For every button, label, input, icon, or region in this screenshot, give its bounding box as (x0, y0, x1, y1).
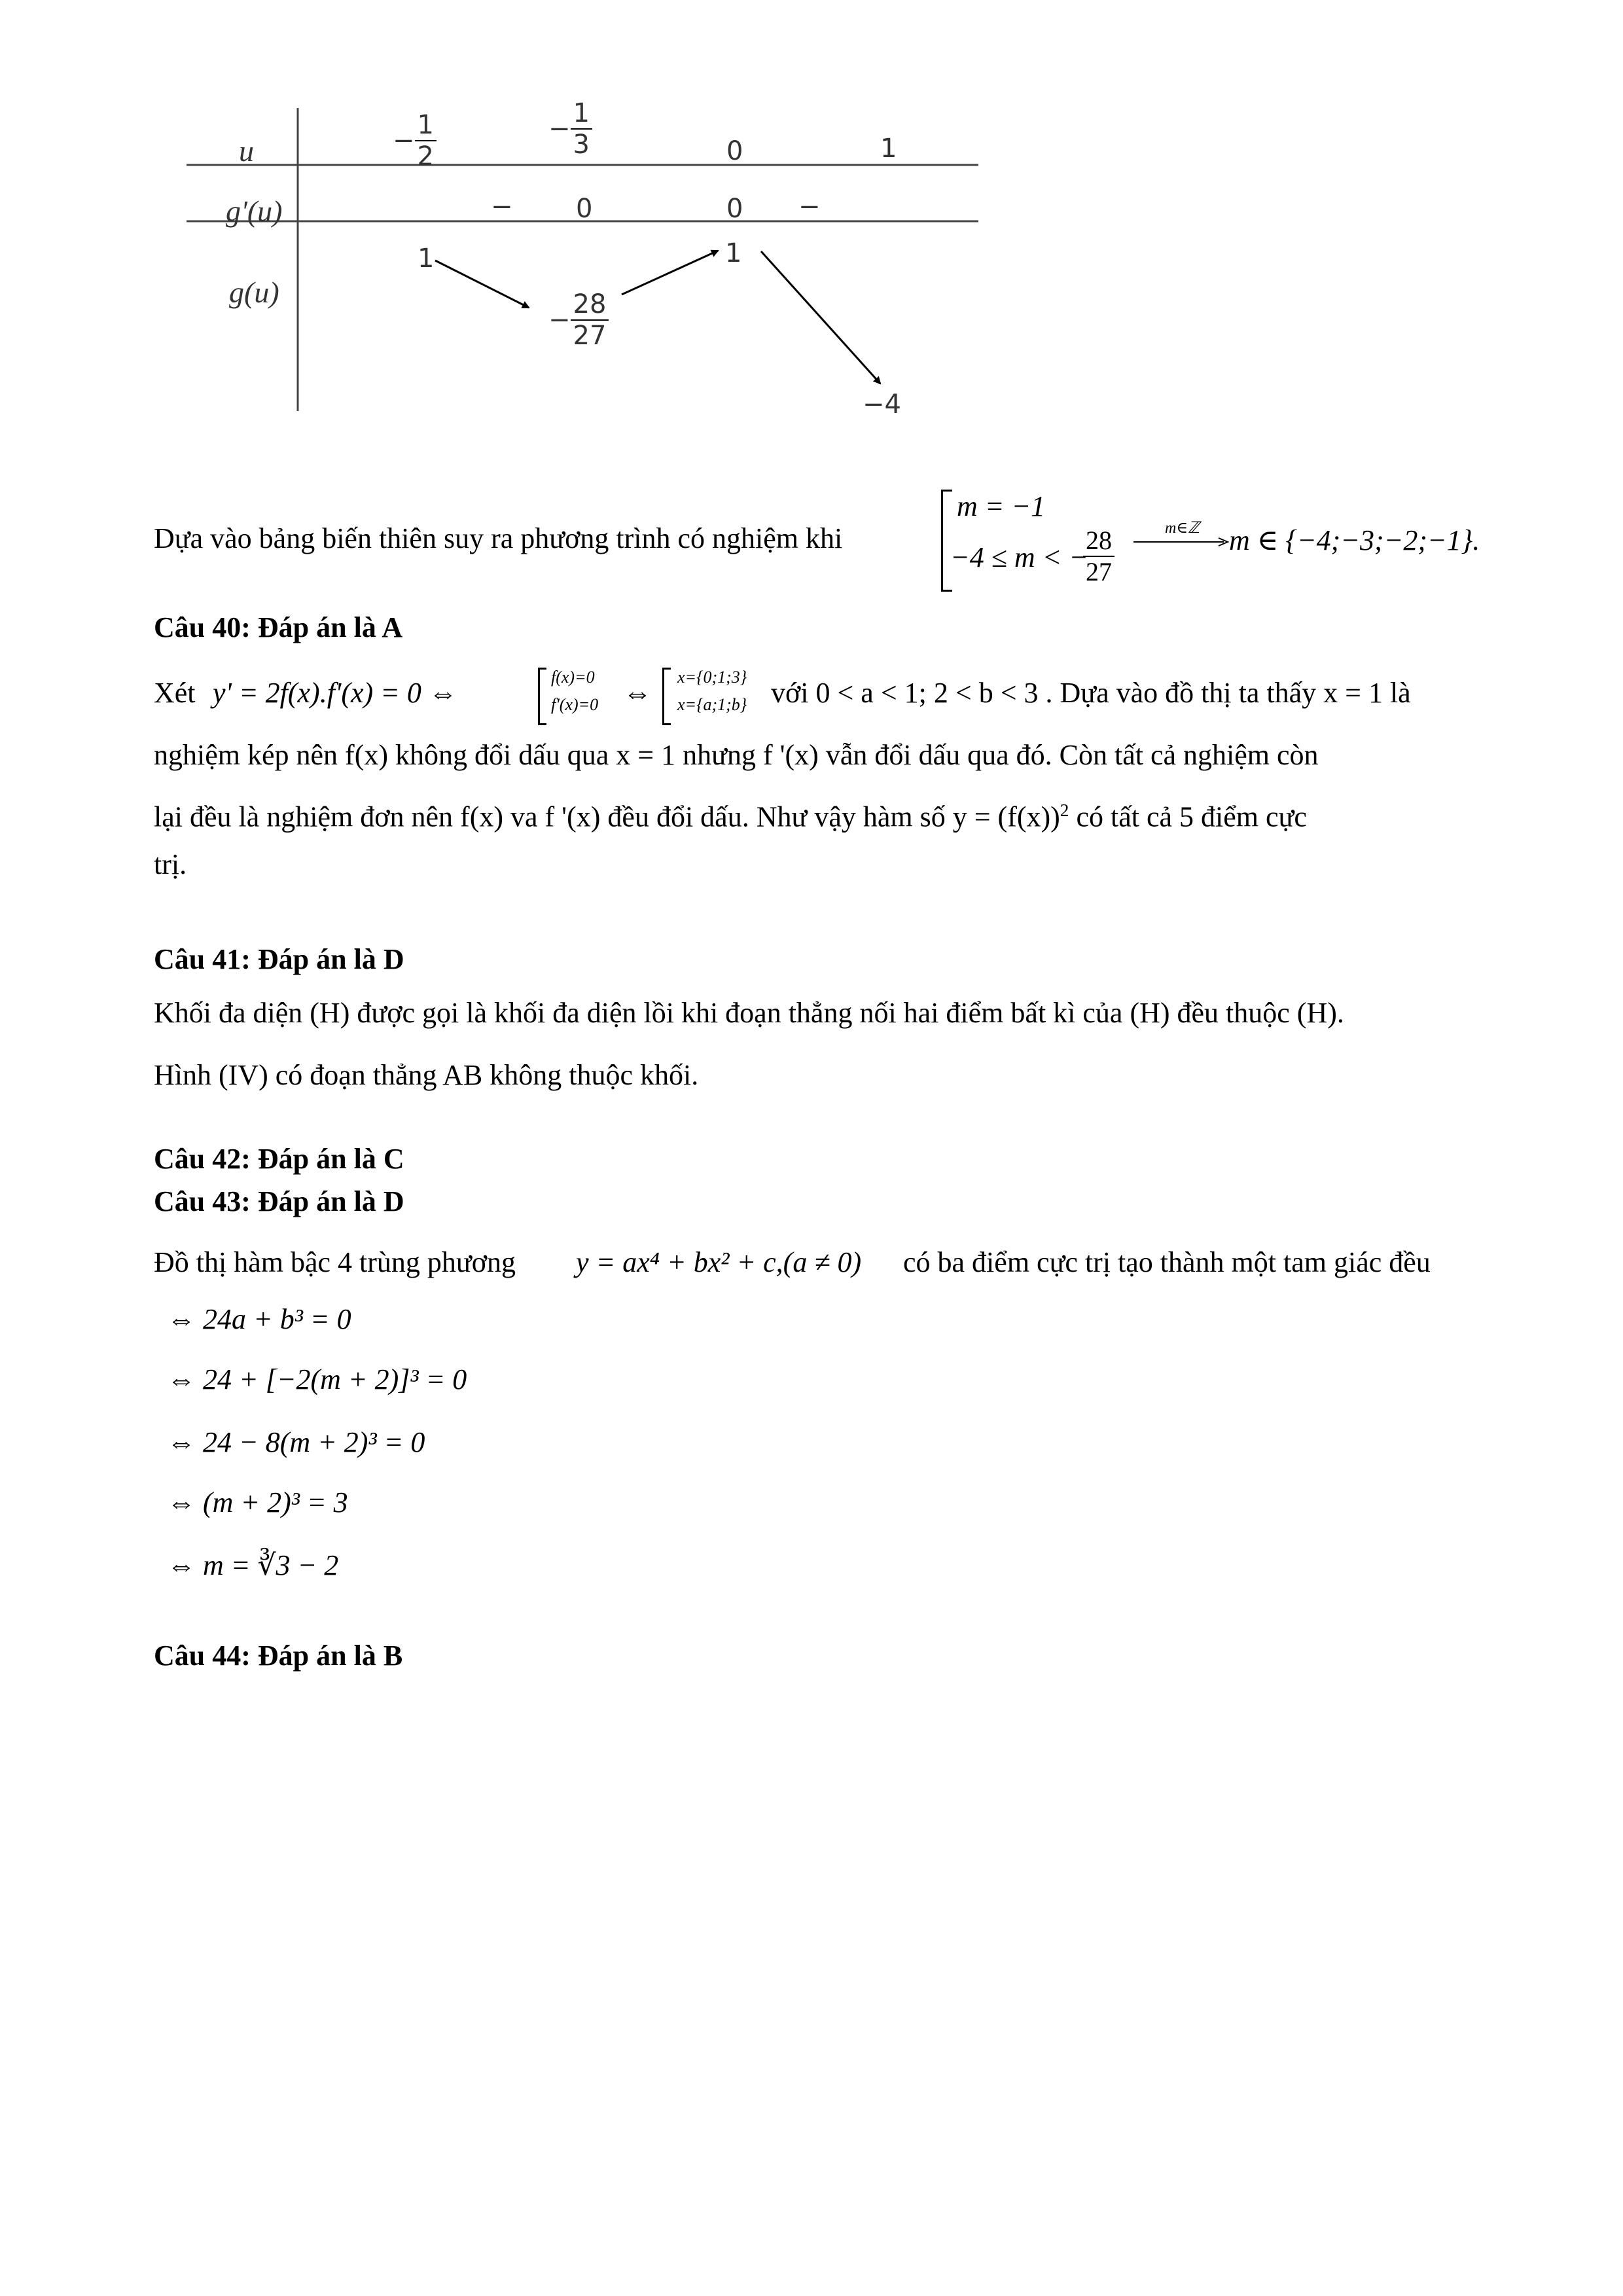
q40-iff: ⇔ (623, 677, 652, 709)
u-value-one: 1 (880, 134, 897, 164)
u-value-zero: 0 (726, 136, 743, 166)
u-value-minus-third: − $\frac{1}{3}$ (548, 98, 592, 160)
arrow-decrease-1 (435, 260, 529, 308)
q43-title: Câu 43: Đáp án là D (154, 1185, 404, 1217)
q43-formula: y = ax⁴ + bx² + c,(a ≠ 0) (576, 1246, 862, 1278)
q42-title: Câu 42: Đáp án là C (154, 1143, 404, 1175)
gprime-zero-2: 0 (726, 194, 743, 224)
gprime-sign-minus-1: − (491, 192, 513, 222)
result-set: m ∈ {−4;−3;−2;−1}. (1229, 524, 1480, 556)
q40-sys1-b: f'(x)=0 (551, 695, 599, 714)
q41-title: Câu 41: Đáp án là D (154, 943, 404, 975)
q40-bracket-2 (662, 668, 671, 725)
u-value-minus-half: − $\frac{1}{2}$ (393, 110, 437, 171)
g-value-min: − $\frac{28}{27}$ (548, 289, 609, 351)
arrow-increase (622, 251, 718, 295)
q40-line-3: lại đều là nghiệm đơn nên f(x) va f '(x) đều đổi dấu. Như vậy hàm số $y = (f(x))^2$ có tất cả 5 điểm cực (154, 800, 1307, 833)
arrow-decrease-2 (761, 251, 880, 384)
q40-line-4: trị. (154, 848, 187, 880)
q40-line-2: nghiệm kép nên f(x) không đổi dấu qua x = 1 nhưng f '(x) vẫn đổi dấu qua đó. Còn tất cả nghiệm còn (154, 739, 1319, 771)
g-value-max: 1 (725, 238, 742, 268)
conclusion-text: Dựa vào bảng biến thiên suy ra phương trình có nghiệm khi (154, 522, 843, 554)
q40-bracket-1 (538, 668, 546, 725)
q43-step-2: ⇔ 24 + [−2(m + 2)]³ = 0 (167, 1363, 467, 1395)
gprime-zero-1: 0 (576, 194, 593, 224)
g-value-start: 1 (418, 243, 435, 274)
q44-title: Câu 44: Đáp án là B (154, 1640, 403, 1672)
q41-line-2: Hình (IV) có đoạn thẳng AB không thuộc khối. (154, 1059, 699, 1091)
row-label-gprime: g'(u) (226, 194, 283, 228)
g-value-end: −4 (863, 389, 901, 420)
q40-sys2-a: x={0;1;3} (677, 668, 747, 687)
case-2-left: −4 ≤ m < − (950, 541, 1088, 573)
case-2-fraction: $\frac{28}{27}$ (1083, 526, 1115, 587)
q43-step-5: ⇔ m = ∛3 − 2 (167, 1549, 339, 1581)
q41-line-1: Khối đa diện (H) được gọi là khối đa diện lồi khi đoạn thẳng nối hai điểm bất kì của (H) đều thuộc (H). (154, 997, 1344, 1029)
q40-equation: y' = 2f(x).f'(x) = 0 ⇔ (213, 677, 457, 709)
case-1: m = −1 (957, 490, 1046, 522)
q40-sys1-a: f(x)=0 (551, 668, 595, 687)
gprime-sign-minus-2: − (798, 192, 821, 222)
q43-step-1: ⇔ 24a + b³ = 0 (167, 1303, 351, 1335)
q43-step-4: ⇔ (m + 2)³ = 3 (167, 1486, 348, 1518)
arrow-label: m∈ℤ (1165, 520, 1200, 537)
q43-intro-a: Đồ thị hàm bậc 4 trùng phương (154, 1246, 516, 1278)
row-label-g: g(u) (229, 276, 279, 309)
q40-xet: Xét (154, 677, 196, 709)
row-label-u: u (239, 134, 254, 168)
q40-condition: với 0 < a < 1; 2 < b < 3 . Dựa vào đồ thị ta thấy x = 1 là (771, 677, 1411, 709)
implies-arrow-icon (1132, 535, 1230, 548)
q43-intro-b: có ba điểm cực trị tạo thành một tam giác đều (903, 1246, 1431, 1278)
q40-title: Câu 40: Đáp án là A (154, 611, 403, 643)
q43-step-3: ⇔ 24 − 8(m + 2)³ = 0 (167, 1426, 425, 1458)
q40-sys2-b: x={a;1;b} (677, 695, 747, 714)
